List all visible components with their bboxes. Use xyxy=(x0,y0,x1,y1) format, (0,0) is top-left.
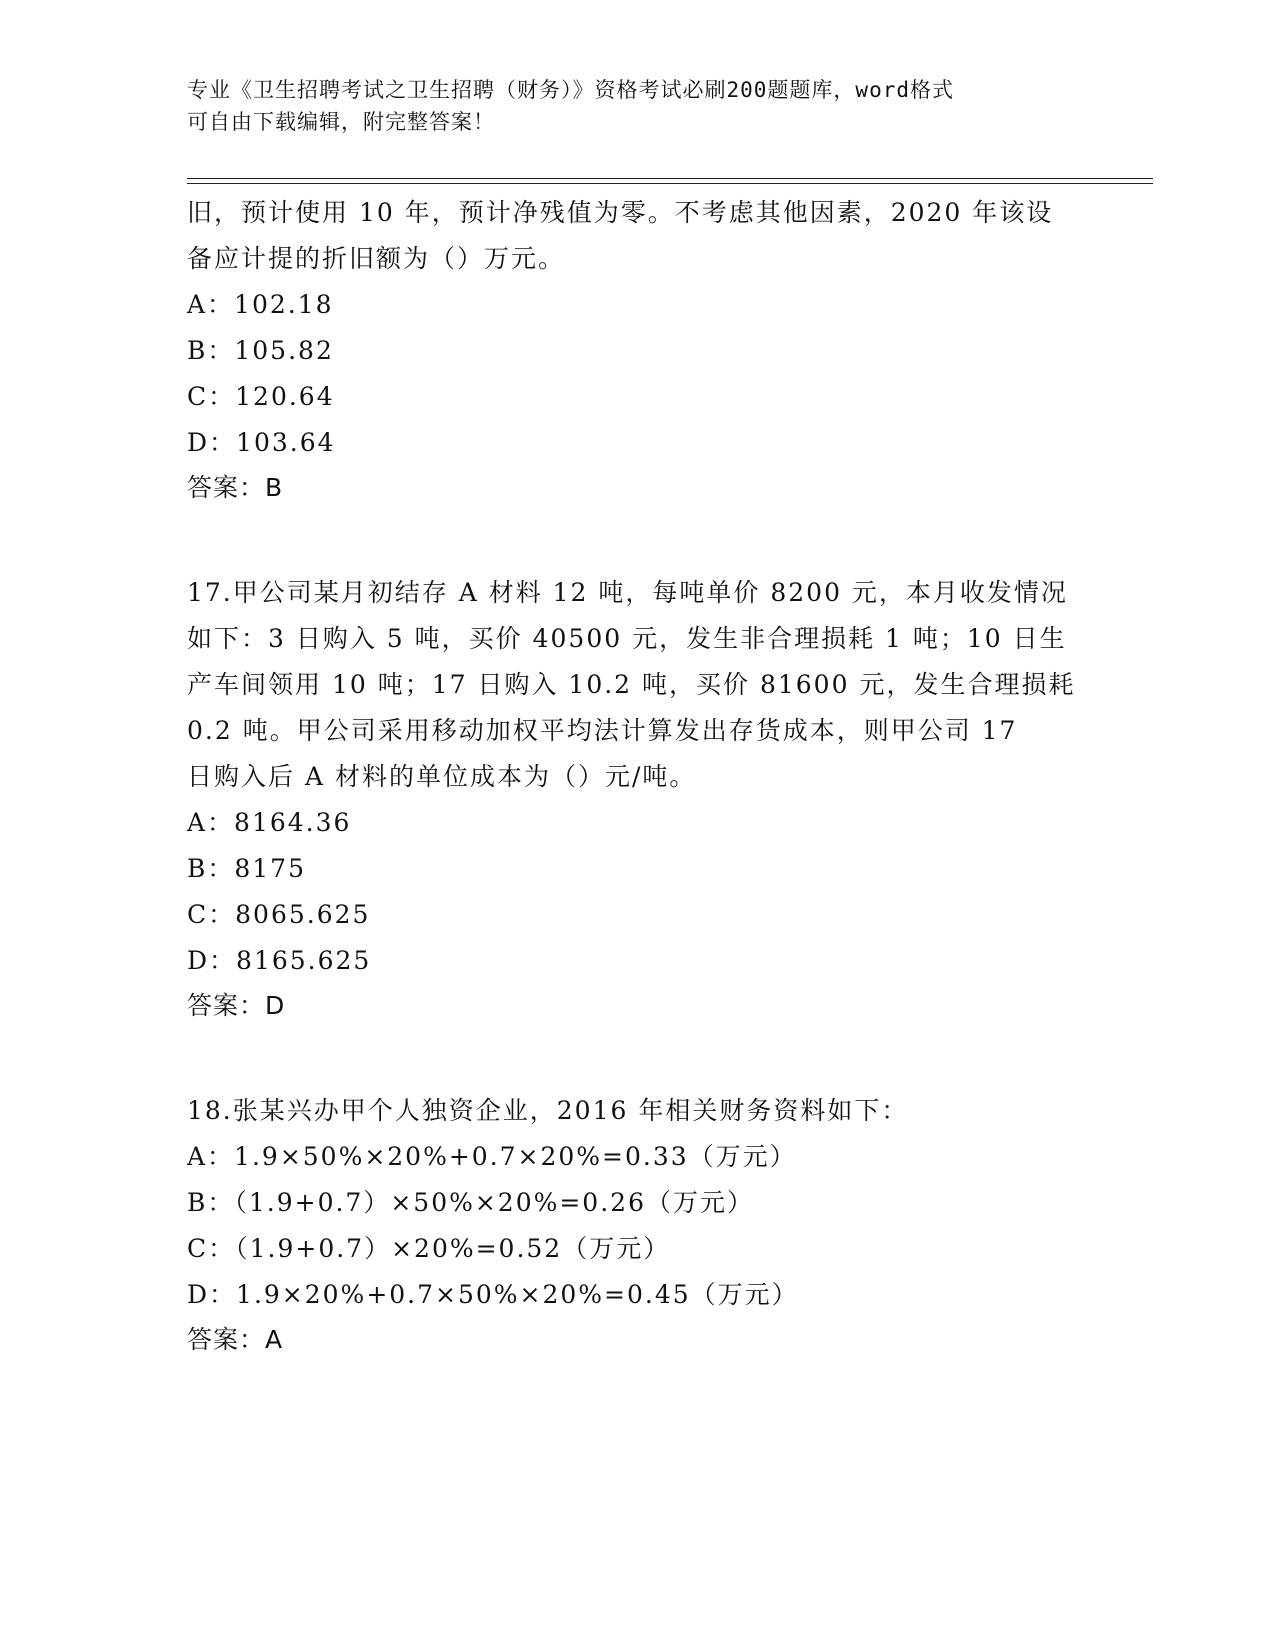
spacer xyxy=(187,1028,1087,1088)
header-line-2: 可自由下载编辑，附完整答案！ xyxy=(187,110,495,134)
question-17-text-line-3: 产车间领用 10 吨；17 日购入 10.2 吨，买价 81600 元，发生合理损耗 xyxy=(187,670,1076,699)
question-18 xyxy=(187,1088,1087,1362)
question-16-option-d: D：103.64 xyxy=(187,428,336,457)
question-17-text-line-2: 如下：3 日购入 5 吨，买价 40500 元，发生非合理损耗 1 吨；10 日生 xyxy=(187,624,1067,653)
question-17-option-b: B：8175 xyxy=(187,854,306,883)
question-16-option-a: A：102.18 xyxy=(187,290,334,319)
question-18-option-a: A：1.9×50%×20%+0.7×20%=0.33（万元） xyxy=(187,1142,797,1171)
question-18-answer: 答案：A xyxy=(187,1325,284,1354)
question-16 xyxy=(187,190,1087,510)
question-17-option-a: A：8164.36 xyxy=(187,808,352,837)
document-body xyxy=(187,190,1087,1362)
question-16-option-c: C：120.64 xyxy=(187,382,335,411)
question-16-text-line-1: 旧，预计使用 10 年，预计净残值为零。不考虑其他因素，2020 年该设 xyxy=(187,198,1054,227)
question-18-option-d: D：1.9×20%+0.7×50%×20%=0.45（万元） xyxy=(187,1280,799,1309)
question-18-text-line-1: 18.张某兴办甲个人独资企业，2016 年相关财务资料如下： xyxy=(187,1096,909,1125)
question-16-option-b: B：105.82 xyxy=(187,336,334,365)
question-17-option-d: D：8165.625 xyxy=(187,946,372,975)
question-17-text-line-5: 日购入后 A 材料的单位成本为（）元/吨。 xyxy=(187,762,697,791)
document-header xyxy=(187,74,1087,138)
question-16-answer: 答案：B xyxy=(187,473,284,502)
question-17-answer: 答案：D xyxy=(187,991,286,1020)
question-17 xyxy=(187,570,1087,1028)
question-17-option-c: C：8065.625 xyxy=(187,900,371,929)
header-rule-bottom xyxy=(187,183,1153,184)
question-18-option-b: B：（1.9+0.7）×50%×20%=0.26（万元） xyxy=(187,1188,754,1217)
header-rule-top xyxy=(187,178,1153,179)
spacer xyxy=(187,510,1087,570)
question-18-option-c: C：（1.9+0.7）×20%=0.52（万元） xyxy=(187,1234,671,1263)
header-line-1: 专业《卫生招聘考试之卫生招聘（财务）》资格考试必刷200题题库，word格式 xyxy=(187,78,954,102)
question-16-text-line-2: 备应计提的折旧额为（）万元。 xyxy=(187,244,566,273)
question-17-text-line-1: 17.甲公司某月初结存 A 材料 12 吨，每吨单价 8200 元，本月收发情况 xyxy=(187,578,1068,607)
question-17-text-line-4: 0.2 吨。甲公司采用移动加权平均法计算发出存货成本，则甲公司 17 xyxy=(187,716,1018,745)
